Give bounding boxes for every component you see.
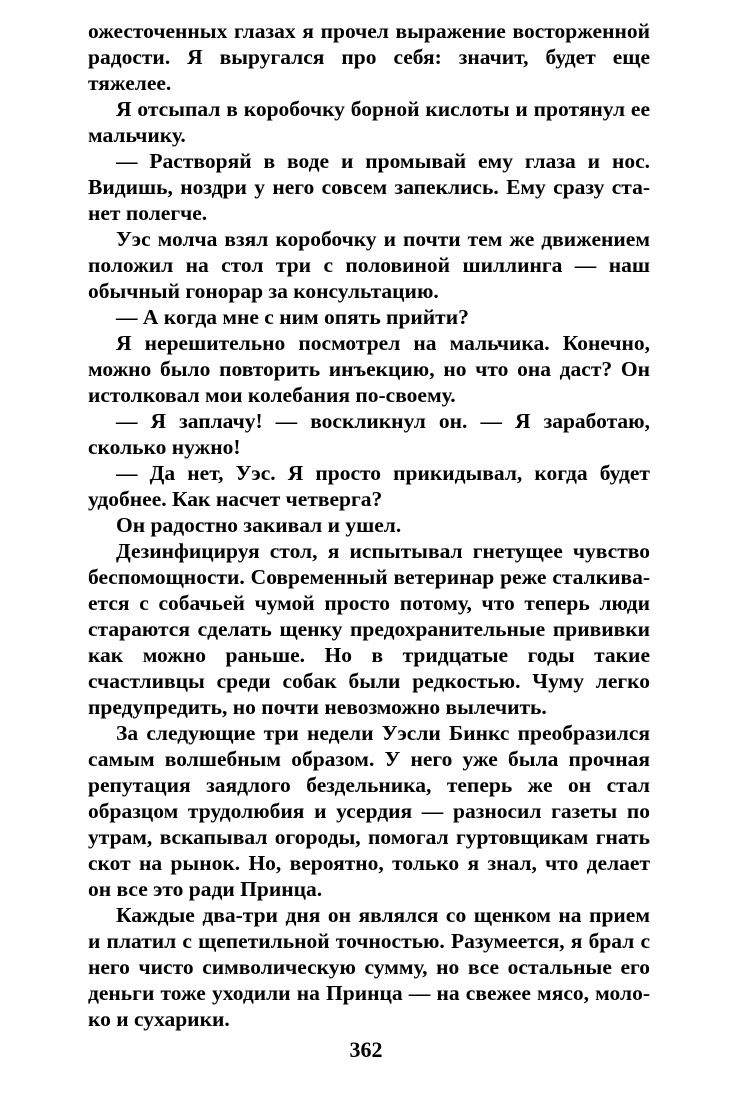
- paragraph-8: — Да нет, Уэс. Я просто прикидывал, когда будет удобнее. Как насчет четверга?: [88, 461, 650, 511]
- paragraph-3: — Растворяй в воде и промывай ему глаза и нос. Видишь, ноздри у него совсем запеклись. Ему сразу станет полегче.: [88, 149, 650, 225]
- paragraph-11: За следующие три недели Уэсли Бинкс преобразился самым волшебным образом. У него уже была прочная репутация заядлого бездельника, теперь же он стал образцом трудолюбия и усердия — разносил газеты по утрам, вскапывал огороды, помогал гуртовщикам гнать скот на рынок. Но, вероятно, только я знал, что делает он все это ради Принца.: [88, 721, 650, 901]
- page-number: 362: [349, 1037, 383, 1062]
- paragraph-7: — Я заплачу! — воскликнул он. — Я заработаю, сколько нужно!: [88, 409, 650, 459]
- paragraph-2: Я отсыпал в коробочку борной кислоты и протянул ее мальчику.: [88, 97, 650, 147]
- paragraph-10: Дезинфицируя стол, я испытывал гнетущее чувство беспомощности. Современный ветеринар реже сталкивается с собачьей чумой просто потому, что теперь люди стараются сделать щенку предохранительные прививки как можно раньше. Но в тридцатые годы такие счастливцы среди собак были редкостью. Чуму легко предупредить, но почти невозможно вылечить.: [88, 539, 650, 719]
- page-body: [88, 18, 650, 1032]
- paragraph-12: Каждые два-три дня он являлся со щенком на прием и платил с щепетильной точностью. Разумеется, я брал с него чисто символическую сумму, но все остальные его деньги тоже уходили на Принца — на свежее мясо, молоко и сухарики.: [88, 903, 650, 1031]
- paragraph-9: Он радостно закивал и ушел.: [116, 513, 402, 537]
- paragraph-6: Я нерешительно посмотрел на мальчика. Конечно, можно было повторить инъекцию, но что она даст? Он истолковал мои колебания по-своему.: [88, 331, 650, 407]
- paragraph-5: — А когда мне с ним опять прийти?: [116, 305, 469, 329]
- paragraph-1: ожесточенных глазах я прочел выражение восторженной радости. Я выругался про себя: значит, будет еще тяжелее.: [88, 19, 650, 95]
- paragraph-4: Уэс молча взял коробочку и почти тем же движением положил на стол три с половиной шиллинга — наш обычный гонорар за консультацию.: [88, 227, 650, 303]
